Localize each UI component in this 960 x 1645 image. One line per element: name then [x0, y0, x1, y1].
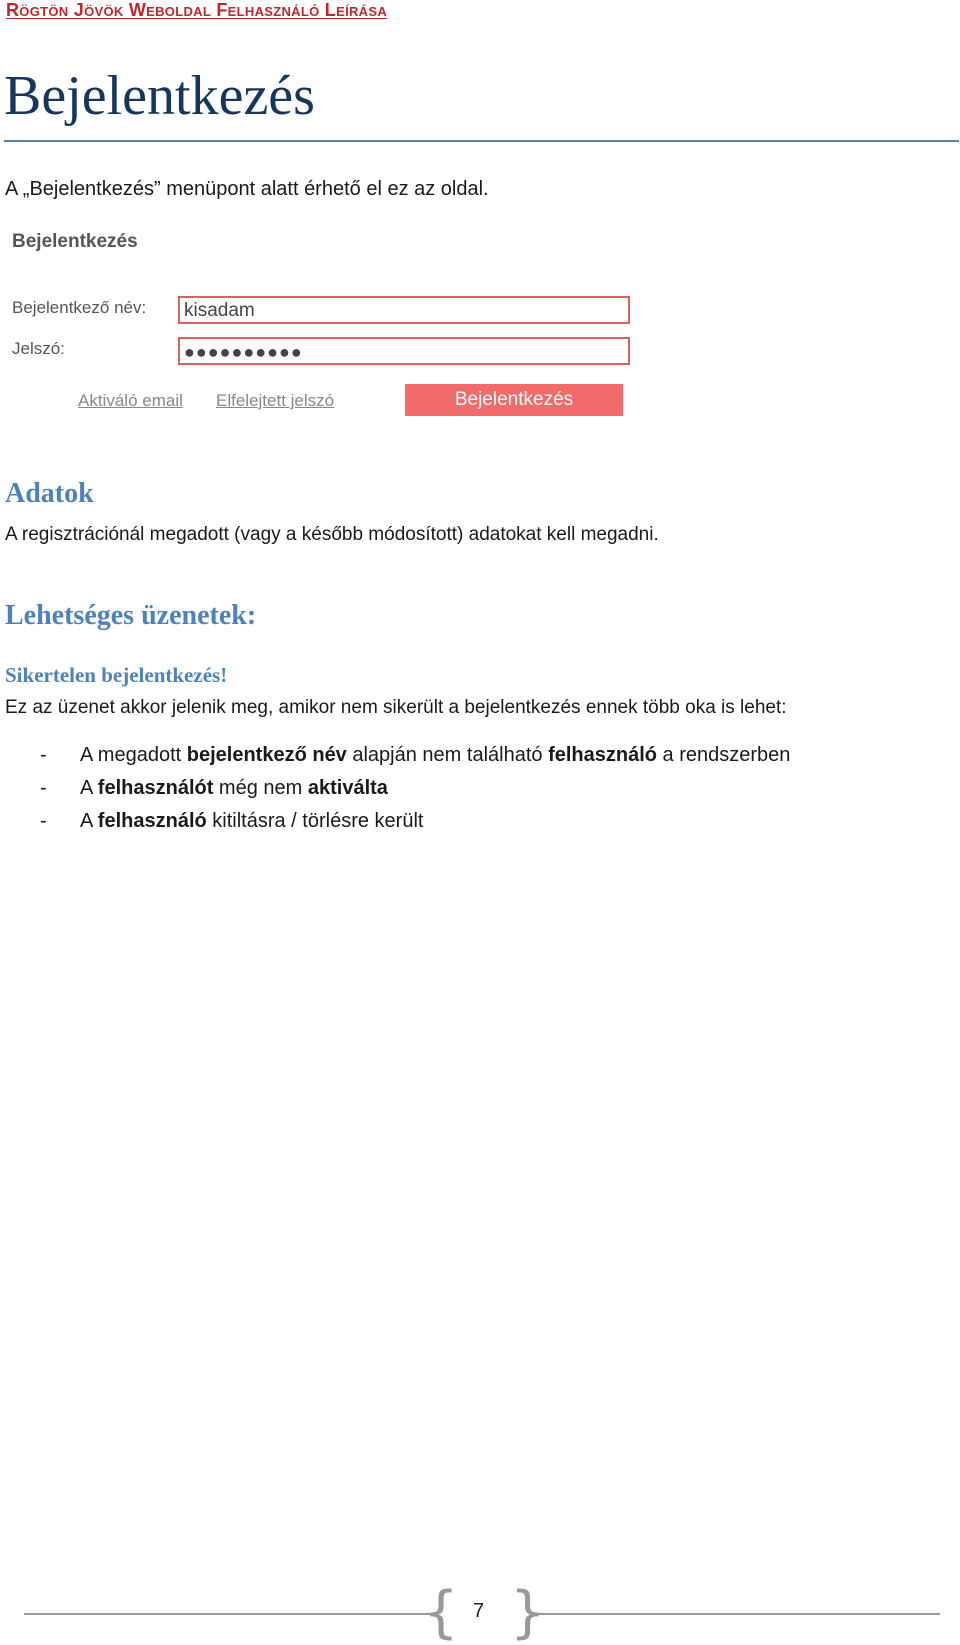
text-run: kitiltásra / törlésre került — [206, 810, 424, 832]
text-run: A — [80, 777, 98, 799]
section-data-text: A regisztrációnál megadott (vagy a később módosított) adatokat kell megadni. — [5, 524, 659, 545]
page-number: 7 — [473, 1600, 485, 1622]
list-dash: - — [40, 777, 47, 799]
text-run: alapján nem található — [346, 744, 549, 766]
title-divider — [4, 140, 959, 142]
login-form-heading: Bejelentkezés — [12, 231, 138, 252]
text-run: A — [80, 810, 98, 832]
bold-run: bejelentkező név — [186, 744, 347, 766]
section-heading-data: Adatok — [5, 478, 94, 509]
text-run: A megadott — [80, 744, 187, 766]
bold-run: felhasználót — [97, 777, 214, 799]
section-heading-messages: Lehetséges üzenetek: — [5, 600, 257, 631]
intro-text: A „Bejelentkezés” menüpont alatt érhető el ez az oldal. — [5, 178, 489, 200]
list-item-text — [80, 744, 790, 777]
right-brace-icon: } — [510, 1580, 546, 1645]
login-button[interactable]: Bejelentkezés — [405, 384, 623, 416]
password-label: Jelszó: — [12, 339, 65, 358]
activation-email-link[interactable]: Aktiváló email — [78, 391, 183, 410]
bold-run: felhasználó — [97, 810, 207, 832]
list-item-text — [80, 777, 388, 810]
list-item — [40, 777, 790, 810]
subheading-failed-login: Sikertelen bejelentkezés! — [5, 663, 228, 687]
list-dash: - — [40, 810, 47, 832]
bold-run: aktiválta — [307, 777, 388, 799]
footer-rule-right — [530, 1613, 940, 1615]
list-item — [40, 810, 790, 843]
text-run: a rendszerben — [656, 744, 791, 766]
list-item — [40, 744, 790, 777]
username-field[interactable]: kisadam — [178, 296, 630, 324]
bold-run: felhasználó — [548, 744, 657, 766]
left-brace-icon: { — [423, 1580, 459, 1645]
footer-rule-left — [24, 1613, 434, 1615]
failed-login-description: Ez az üzenet akkor jelenik meg, amikor nem sikerült a bejelentkezés ennek több oka is lehet: — [5, 697, 787, 718]
list-item-text — [80, 810, 423, 843]
password-field[interactable]: ●●●●●●●●●● — [178, 337, 630, 365]
page-title: Bejelentkezés — [4, 65, 315, 127]
forgot-password-link[interactable]: Elfelejtett jelszó — [216, 391, 335, 410]
running-header: Rögtön Jövök Weboldal Felhasználó Leírása — [6, 0, 388, 20]
text-run: még nem — [213, 777, 308, 799]
list-dash: - — [40, 744, 47, 766]
reason-list — [40, 744, 790, 843]
username-label: Bejelentkező név: — [12, 298, 147, 317]
